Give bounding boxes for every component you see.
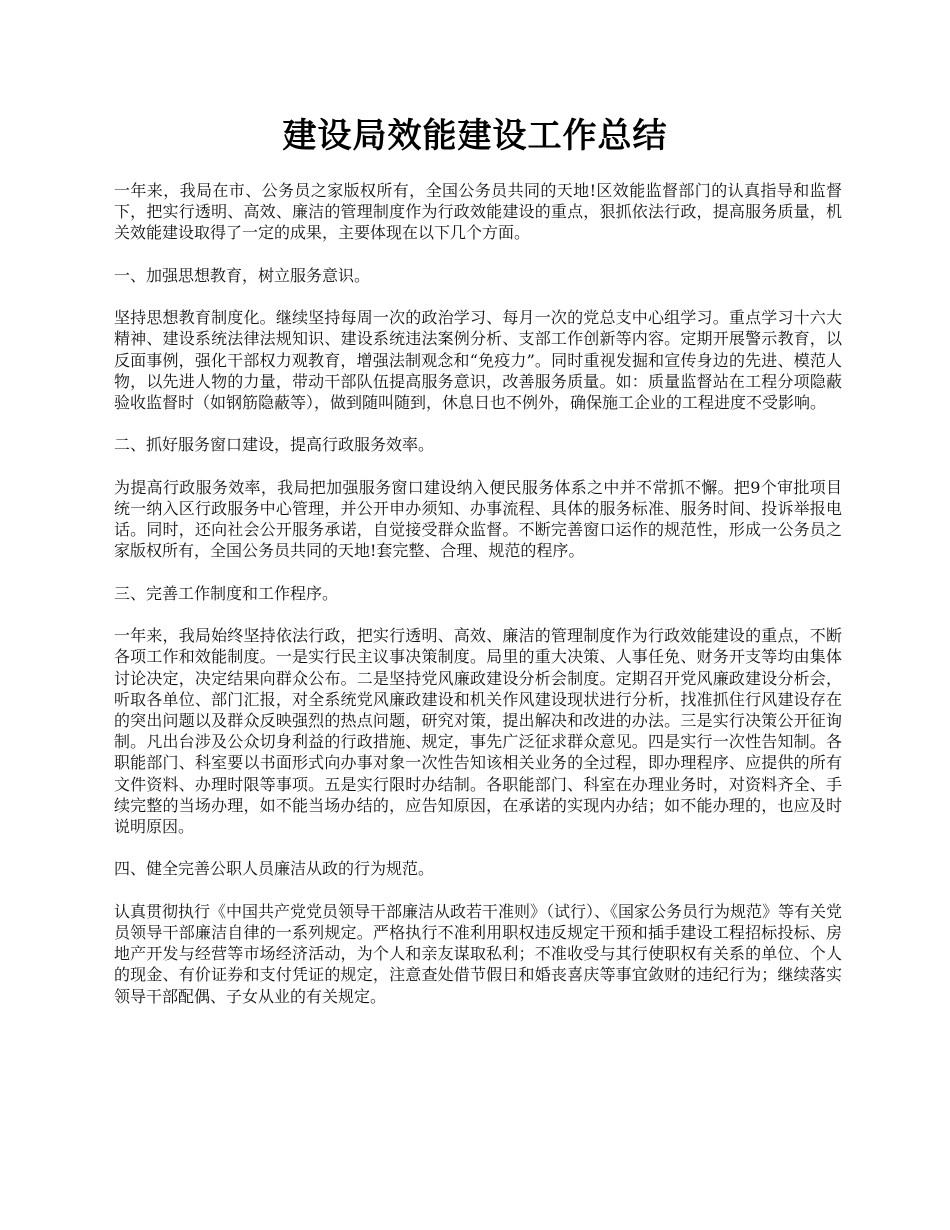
- section-heading-3: 三、完善工作制度和工作程序。: [114, 583, 339, 603]
- section-heading-4: 四、健全完善公职人员廉洁从政的行为规范。: [114, 859, 435, 879]
- section-heading-1: 一、加强思想教育，树立服务意识。: [114, 265, 371, 285]
- document-title: 建设局效能建设工作总结: [282, 116, 668, 156]
- section-body-4: 认真贯彻执行《中国共产党党员领导干部廉洁从政若干准则》（试行）、《国家公务员行为规范》等有关党员领导干部廉洁自律的一系列规定。严格执行不准利用职权违反规定干预和插手建设工程招标投标、房地产开发与经营等市场经济活动，为个人和亲友谋取私利；不准收受与其行使职权有关系的单位、个人的现金、有价证券和支付凭证的规定，注意查处借节假日和婚丧喜庆等事宜敛财的违纪行为；继续落实领导干部配偶、子女从业的有关规定。: [114, 901, 843, 1006]
- section-body-1: 坚持思想教育制度化。继续坚持每周一次的政治学习、每月一次的党总支中心组学习。重点学习十六大精神、建设系统法律法规知识、建设系统违法案例分析、支部工作创新等内容。定期开展警示教育，以反面事例，强化干部权力观教育，增强法制观念和“免疫力”。同时重视发掘和宣传身边的先进、模范人物，以先进人物的力量，带动干部队伍提高服务意识，改善服务质量。如：质量监督站在工程分项隐蔽验收监督时（如钢筋隐蔽等），做到随叫随到，休息日也不例外，确保施工企业的工程进度不受影响。: [114, 308, 842, 412]
- intro-paragraph: 一年来，我局在市、公务员之家版权所有，全国公务员共同的天地!区效能监督部门的认真指导和监督下，把实行透明、高效、廉洁的管理制度作为行政效能建设的重点，狠抓依法行政，提高服务质量，机关效能建设取得了一定的成果，主要体现在以下几个方面。: [114, 181, 842, 243]
- section-body-3: 一年来，我局始终坚持依法行政，把实行透明、高效、廉洁的管理制度作为行政效能建设的重点，不断各项工作和效能制度。一是实行民主议事决策制度。局里的重大决策、人事任免、财务开支等均由集体讨论决定，决定结果向群众公布。二是坚持党风廉政建设分析会制度。定期召开党风廉政建设分析会，听取各单位、部门汇报，对全系统党风廉政建设和机关作风建设现状进行分析，找准抓住行风建设存在的突出问题以及群众反映强烈的热点问题，研究对策，提出解决和改进的办法。三是实行决策公开征询制。凡出台涉及公众切身利益的行政措施、规定，事先广泛征求群众意见。四是实行一次性告知制。各职能部门、科室要以书面形式向办事对象一次性告知该相关业务的全过程，即办理程序、应提供的所有文件资料、办理时限等事项。五是实行限时办结制。各职能部门、科室在办理业务时，对资料齐全、手续完整的当场办理，如不能当场办结的，应告知原因，在承诺的实现内办结；如不能办理的，也应及时说明原因。: [114, 626, 842, 836]
- section-heading-2: 二、抓好服务窗口建设，提高行政服务效率。: [114, 435, 435, 455]
- section-body-2: 为提高行政服务效率，我局把加强服务窗口建设纳入便民服务体系之中并不常抓不懈。把9个审批项目统一纳入区行政服务中心管理，并公开申办须知、办事流程、具体的服务标准、服务时间、投诉举报电话。同时，还向社会公开服务承诺，自觉接受群众监督。不断完善窗口运作的规范性，形成一公务员之家版权所有，全国公务员共同的天地!套完整、合理、规范的程序。: [114, 477, 842, 561]
- document-body: [114, 180, 842, 1028]
